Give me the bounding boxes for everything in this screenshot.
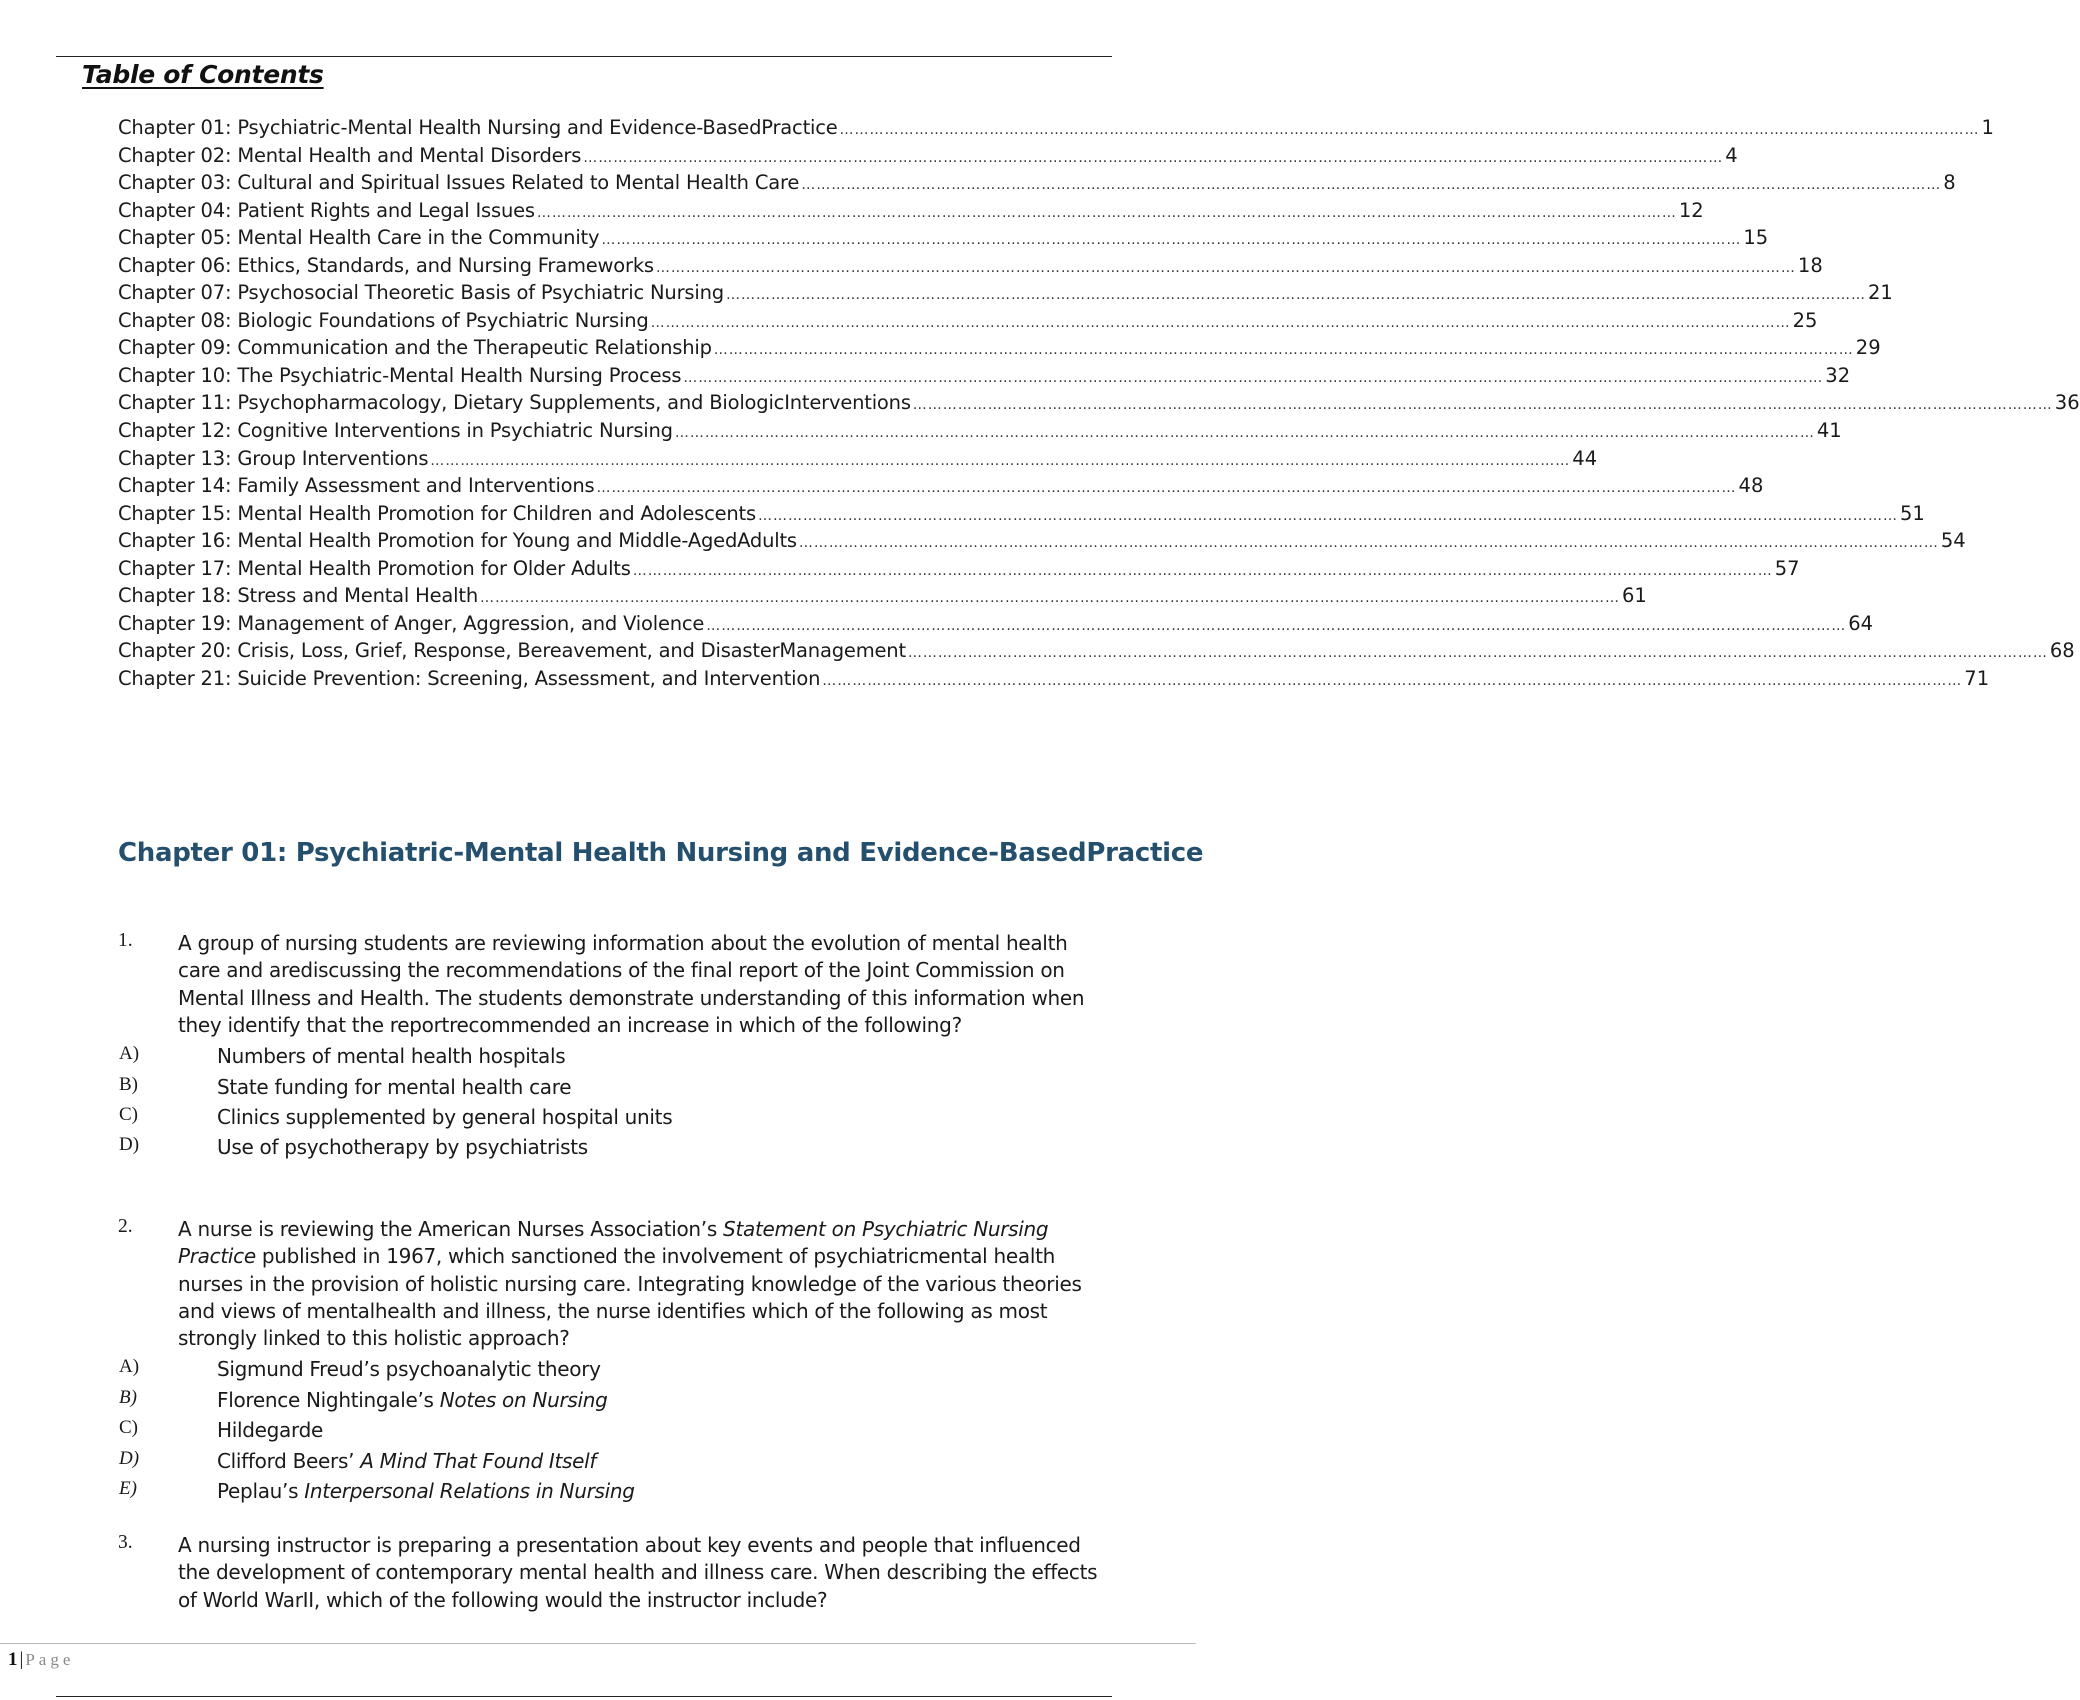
toc-entry-label: Chapter 11: Psychopharmacology, Dietary Supplements, and BiologicInterventions: [118, 391, 911, 415]
toc-leader-dots: …………………………………………………………………………………………………………………………………………………………………………………………………………: [683, 369, 1824, 386]
toc-entry-label: Chapter 02: Mental Health and Mental Disorders: [118, 143, 582, 167]
answer-option[interactable]: [118, 1132, 1118, 1162]
toc-leader-dots: …………………………………………………………………………………………………………………………………………………………………………………………………………: [596, 480, 1737, 497]
chapter-heading: Chapter 01: Psychiatric-Mental Health Nursing and Evidence-BasedPractice: [118, 838, 1204, 868]
toc-entry-page: 64: [1848, 611, 1874, 635]
question-text-part: published in 1967, which sanctioned the involvement of psychiatricmental health nurses in the provision of holistic nursing care. Integrating knowledge of the various theories and views of mentalhealth and illness, the nurse identifies which of the following as most strongly linked to this holistic approach?: [178, 1244, 1082, 1351]
toc-leader-dots: …………………………………………………………………………………………………………………………………………………………………………………………………………: [650, 314, 1791, 331]
question-stem: [118, 930, 1118, 1039]
option-text-title: Notes on Nursing: [439, 1387, 608, 1412]
question-1: [118, 930, 1118, 1163]
toc-entry-label: Chapter 17: Mental Health Promotion for Older Adults: [118, 556, 631, 580]
option-key: D): [119, 1447, 140, 1469]
toc-entry[interactable]: [118, 639, 2075, 667]
toc-entry-page: 29: [1855, 336, 1881, 360]
toc-leader-dots: …………………………………………………………………………………………………………………………………………………………………………………………………………: [674, 425, 1815, 442]
toc-entry-page: 4: [1725, 143, 1738, 167]
answer-option[interactable]: [118, 1072, 1118, 1102]
toc-entry-label: Chapter 14: Family Assessment and Interventions: [118, 474, 595, 498]
toc-leader-dots: …………………………………………………………………………………………………………………………………………………………………………………………………………: [601, 232, 1742, 249]
toc-entry[interactable]: [118, 143, 1738, 172]
toc-entry[interactable]: [118, 308, 1818, 337]
toc-leader-dots: …………………………………………………………………………………………………………………………………………………………………………………………………………: [822, 672, 1963, 689]
option-key: E): [119, 1478, 137, 1500]
option-text: Numbers of mental health hospitals: [217, 1044, 566, 1069]
toc-entry-label: Chapter 03: Cultural and Spiritual Issues Related to Mental Health Care: [118, 171, 800, 195]
toc-leader-dots: …………………………………………………………………………………………………………………………………………………………………………………………………………: [430, 452, 1571, 469]
toc-entry[interactable]: [118, 281, 1893, 309]
question-text-part: A nurse is reviewing the American Nurses Association’s: [178, 1217, 724, 1241]
toc-entry[interactable]: [118, 611, 1874, 640]
toc-entry-page: 1: [1981, 116, 1994, 139]
toc-entry-page: 18: [1797, 253, 1823, 277]
toc-title: Table of Contents: [82, 60, 324, 89]
toc-entry-page: 61: [1621, 584, 1647, 608]
toc-entry[interactable]: [118, 556, 1800, 585]
toc-entry[interactable]: [118, 446, 1598, 475]
bottom-rule: [56, 1696, 1112, 1697]
option-text: State funding for mental health care: [217, 1074, 572, 1099]
option-key: C): [119, 1103, 138, 1125]
answer-option[interactable]: [118, 1354, 1118, 1384]
toc-entry-page: 48: [1738, 474, 1764, 498]
toc-leader-dots: …………………………………………………………………………………………………………………………………………………………………………………………………………: [798, 535, 1939, 552]
option-key: A): [119, 1356, 140, 1378]
option-text: Clinics supplemented by general hospital units: [217, 1104, 673, 1129]
toc-entry-label: Chapter 10: The Psychiatric-Mental Health Nursing Process: [118, 363, 682, 387]
toc-entry-label: Chapter 06: Ethics, Standards, and Nursing Frameworks: [118, 253, 654, 277]
answer-option[interactable]: [118, 1446, 1118, 1476]
option-key: D): [119, 1134, 140, 1156]
toc-entry[interactable]: [118, 226, 1769, 254]
toc-entry[interactable]: [118, 419, 1842, 447]
question-number: 3.: [118, 1532, 133, 1553]
toc-entry[interactable]: [118, 363, 1851, 392]
toc-entry-page: 68: [2049, 639, 2075, 663]
question-text: [178, 1216, 1098, 1352]
option-text: Peplau’s: [217, 1479, 305, 1504]
toc-entry-label: Chapter 18: Stress and Mental Health: [118, 584, 478, 608]
toc-leader-dots: …………………………………………………………………………………………………………………………………………………………………………………………………………: [583, 149, 1724, 166]
footer-rule: [0, 1643, 1196, 1644]
toc-entry-label: Chapter 13: Group Interventions: [118, 446, 429, 470]
option-text-title: Interpersonal Relations in Nursing: [304, 1479, 635, 1504]
toc-entry-label: Chapter 05: Mental Health Care in the Community: [118, 226, 600, 250]
toc-entry[interactable]: [118, 253, 1823, 282]
toc-leader-dots: …………………………………………………………………………………………………………………………………………………………………………………………………………: [706, 617, 1847, 634]
top-rule: [56, 56, 1112, 57]
toc-entry-label: Chapter 19: Management of Anger, Aggression, and Violence: [118, 611, 705, 635]
toc-leader-dots: …………………………………………………………………………………………………………………………………………………………………………………………………………: [655, 259, 1796, 276]
option-text: Florence Nightingale’s: [217, 1387, 440, 1412]
option-text: Clifford Beers’: [217, 1448, 361, 1473]
option-text: Hildegarde: [217, 1418, 323, 1443]
toc-entry-page: 8: [1943, 171, 1956, 195]
toc-leader-dots: …………………………………………………………………………………………………………………………………………………………………………………………………………: [713, 342, 1854, 359]
toc-entry-page: 25: [1792, 308, 1818, 332]
question-text: A group of nursing students are reviewing information about the evolution of mental health care and arediscussing the recommendations of the final report of the Joint Commission on Mental Illness and Health. The students demonstrate understanding of this information when they identify that the reportrecommended an increase in which of the following?: [178, 931, 1085, 1037]
toc-entry[interactable]: [118, 116, 1994, 144]
answer-option[interactable]: [118, 1041, 1118, 1071]
toc-leader-dots: …………………………………………………………………………………………………………………………………………………………………………………………………………: [536, 204, 1677, 221]
option-text-title: A Mind That Found Itself: [360, 1448, 597, 1473]
toc-entry-label: Chapter 16: Mental Health Promotion for Young and Middle-AgedAdults: [118, 529, 797, 553]
toc-entry-label: Chapter 12: Cognitive Interventions in Psychiatric Nursing: [118, 419, 673, 443]
answer-option[interactable]: [118, 1415, 1118, 1445]
toc-leader-dots: …………………………………………………………………………………………………………………………………………………………………………………………………………: [907, 645, 2048, 662]
toc-leader-dots: …………………………………………………………………………………………………………………………………………………………………………………………………………: [725, 287, 1866, 304]
toc-entry-page: 32: [1825, 363, 1851, 387]
toc-entry-page: 71: [1964, 666, 1990, 690]
toc-entry-page: 51: [1899, 501, 1925, 525]
option-text: Sigmund Freud’s psychoanalytic theory: [217, 1357, 601, 1382]
table-of-contents: [118, 116, 2080, 694]
question-2: [118, 1216, 1118, 1506]
toc-entry[interactable]: [118, 474, 1764, 502]
footer-page-number: 1: [8, 1649, 18, 1670]
toc-entry[interactable]: [118, 391, 2080, 419]
answer-option[interactable]: [118, 1385, 1118, 1415]
footer-page-word: Page: [25, 1650, 75, 1669]
toc-entry[interactable]: [118, 336, 1881, 364]
toc-leader-dots: …………………………………………………………………………………………………………………………………………………………………………………………………………: [757, 507, 1898, 524]
page-footer: [8, 1649, 74, 1671]
answer-option[interactable]: [118, 1476, 1118, 1506]
toc-entry[interactable]: [118, 584, 1647, 612]
toc-entry-page: 12: [1678, 198, 1704, 222]
toc-entry-label: Chapter 07: Psychosocial Theoretic Basis of Psychiatric Nursing: [118, 281, 724, 305]
toc-entry-page: 54: [1940, 529, 1966, 553]
toc-leader-dots: …………………………………………………………………………………………………………………………………………………………………………………………………………: [479, 590, 1620, 607]
toc-entry[interactable]: [118, 666, 1990, 695]
question-number: 1.: [118, 930, 133, 951]
toc-entry-label: Chapter 01: Psychiatric-Mental Health Nursing and Evidence-BasedPractice: [118, 116, 838, 139]
option-key: C): [119, 1417, 138, 1439]
toc-entry-label: Chapter 04: Patient Rights and Legal Issues: [118, 198, 535, 222]
option-key: B): [119, 1386, 137, 1408]
toc-entry[interactable]: [118, 171, 1956, 199]
question-number: 2.: [118, 1216, 133, 1237]
question-text-title: Statement on Psychiatric Nursing Practice: [178, 1217, 1049, 1269]
option-key: B): [119, 1073, 138, 1095]
toc-entry-label: Chapter 20: Crisis, Loss, Grief, Response, Bereavement, and DisasterManagement: [118, 639, 906, 663]
toc-entry-page: 41: [1816, 419, 1842, 443]
footer-separator: |: [19, 1649, 24, 1670]
question-3: [118, 1532, 1118, 1614]
toc-entry[interactable]: [118, 529, 1966, 557]
toc-entry-page: 57: [1774, 556, 1800, 580]
option-key: A): [119, 1043, 140, 1065]
toc-entry-label: Chapter 21: Suicide Prevention: Screening, Assessment, and Intervention: [118, 666, 821, 690]
toc-leader-dots: …………………………………………………………………………………………………………………………………………………………………………………………………………: [912, 397, 2053, 414]
toc-entry-label: Chapter 09: Communication and the Therapeutic Relationship: [118, 336, 712, 360]
toc-leader-dots: …………………………………………………………………………………………………………………………………………………………………………………………………………: [632, 562, 1773, 579]
toc-entry[interactable]: [118, 198, 1704, 227]
option-text: Use of psychotherapy by psychiatrists: [217, 1135, 588, 1160]
toc-entry-page: 36: [2054, 391, 2080, 415]
toc-entry-page: 21: [1867, 281, 1893, 305]
toc-entry-label: Chapter 15: Mental Health Promotion for Children and Adolescents: [118, 501, 756, 525]
toc-entry-page: 44: [1572, 446, 1598, 470]
answer-option[interactable]: [118, 1102, 1118, 1132]
question-stem: [118, 1216, 1118, 1352]
toc-entry[interactable]: [118, 501, 1925, 530]
toc-entry-page: 15: [1743, 226, 1769, 250]
toc-leader-dots: …………………………………………………………………………………………………………………………………………………………………………………………………………: [839, 122, 1980, 138]
toc-entry-label: Chapter 08: Biologic Foundations of Psychiatric Nursing: [118, 308, 649, 332]
question-text: A nursing instructor is preparing a presentation about key events and people that influenced the development of contemporary mental health and illness care. When describing the effects of World WarII, which of the following would the instructor include?: [178, 1533, 1098, 1612]
toc-leader-dots: …………………………………………………………………………………………………………………………………………………………………………………………………………: [801, 177, 1942, 194]
question-stem: [118, 1532, 1118, 1614]
